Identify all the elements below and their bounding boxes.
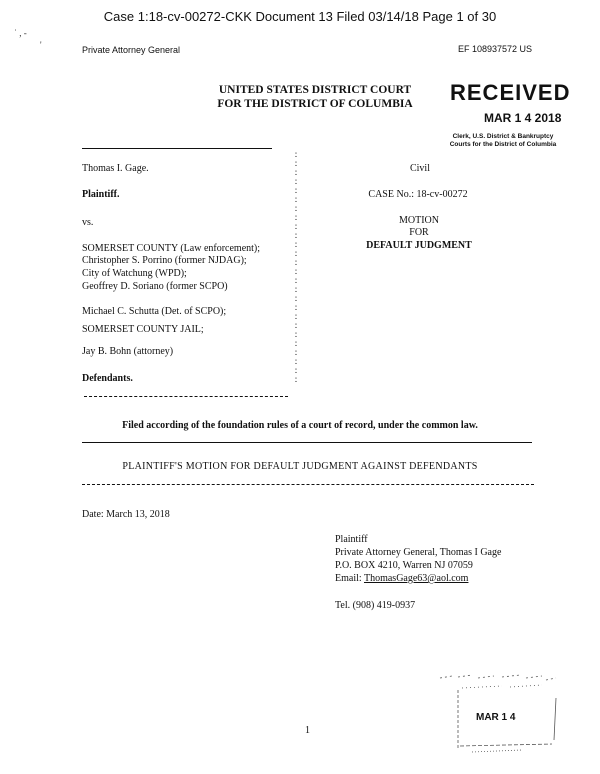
defendant-item: Jay B. Bohn (attorney) <box>82 346 174 357</box>
court-title <box>200 83 430 111</box>
motion-title: PLAINTIFF'S MOTION FOR DEFAULT JUDGMENT AGAINST DEFENDANTS <box>122 461 478 472</box>
email-link[interactable]: ThomasGage63@aol.com <box>363 573 469 584</box>
motion-title-rule <box>82 484 534 485</box>
received-stamp-title: RECEIVED <box>450 80 571 105</box>
page-number: 1 <box>305 725 310 736</box>
email-label: Email: <box>335 573 364 584</box>
date-line: Date: March 13, 2018 <box>82 509 170 520</box>
signature-block <box>335 533 501 585</box>
defendant-item: Geoffrey D. Soriano (former SCPO) <box>82 281 228 292</box>
scan-mark: ˙ , - <box>14 28 27 38</box>
defendants-label: Defendants. <box>82 373 133 384</box>
signature-address: P.O. BOX 4210, Warren NJ 07059 <box>335 560 473 571</box>
defendant-item: City of Watchung (WPD); <box>82 268 187 279</box>
clerk-line2: Courts for the District of Columbia <box>449 141 557 148</box>
case-header: Case 1:18-cv-00272-CKK Document 13 Filed 03/14/18 Page 1 of 30 <box>103 9 497 24</box>
plaintiff-name: Thomas I. Gage. <box>82 163 149 174</box>
motion-line2: FOR <box>409 227 429 238</box>
received-stamp-date: MAR 1 4 2018 <box>484 111 562 125</box>
signature-role: Plaintiff <box>335 534 368 545</box>
case-number: CASE No.: 18-cv-00272 <box>368 189 468 200</box>
signature-phone: Tel. (908) 419-0937 <box>335 600 416 611</box>
court-title-line1: UNITED STATES DISTRICT COURT <box>218 84 412 96</box>
tracking-number: EF 108937572 US <box>458 44 533 54</box>
caption-top-rule <box>82 148 272 149</box>
versus-label: vs. <box>82 217 94 228</box>
filed-statement: Filed according of the foundation rules of a court of record, under the common law. <box>122 420 478 431</box>
defendant-item: Christopher S. Porrino (former NJDAG); <box>82 255 247 266</box>
case-type: Civil <box>409 163 430 174</box>
signature-name: Private Attorney General, Thomas I Gage <box>335 547 502 558</box>
received-stamp-clerk <box>436 133 570 149</box>
defendant-item: SOMERSET COUNTY JAIL; <box>82 324 204 335</box>
signature-email-row <box>335 572 501 585</box>
motion-line1: MOTION <box>399 215 439 226</box>
motion-line3: DEFAULT JUDGMENT <box>366 240 472 251</box>
caption-colon-column: : : : : : : : : : : : : : : : : : : : : : : : : : : <box>294 149 298 384</box>
court-title-line2: FOR THE DISTRICT OF COLUMBIA <box>217 98 413 110</box>
filed-rule <box>82 442 532 443</box>
scan-mark: ' <box>40 40 42 50</box>
plaintiff-label: Plaintiff. <box>82 189 120 200</box>
caption-bottom-rule <box>84 396 288 397</box>
defendant-item: Michael C. Schutta (Det. of SCPO); <box>82 306 227 317</box>
private-attorney-label: Private Attorney General <box>82 45 181 55</box>
faded-stamp-date: MAR 1 4 <box>476 712 516 723</box>
defendant-item: SOMERSET COUNTY (Law enforcement); <box>82 243 261 254</box>
clerk-line1: Clerk, U.S. District & Bankruptcy <box>452 133 554 140</box>
